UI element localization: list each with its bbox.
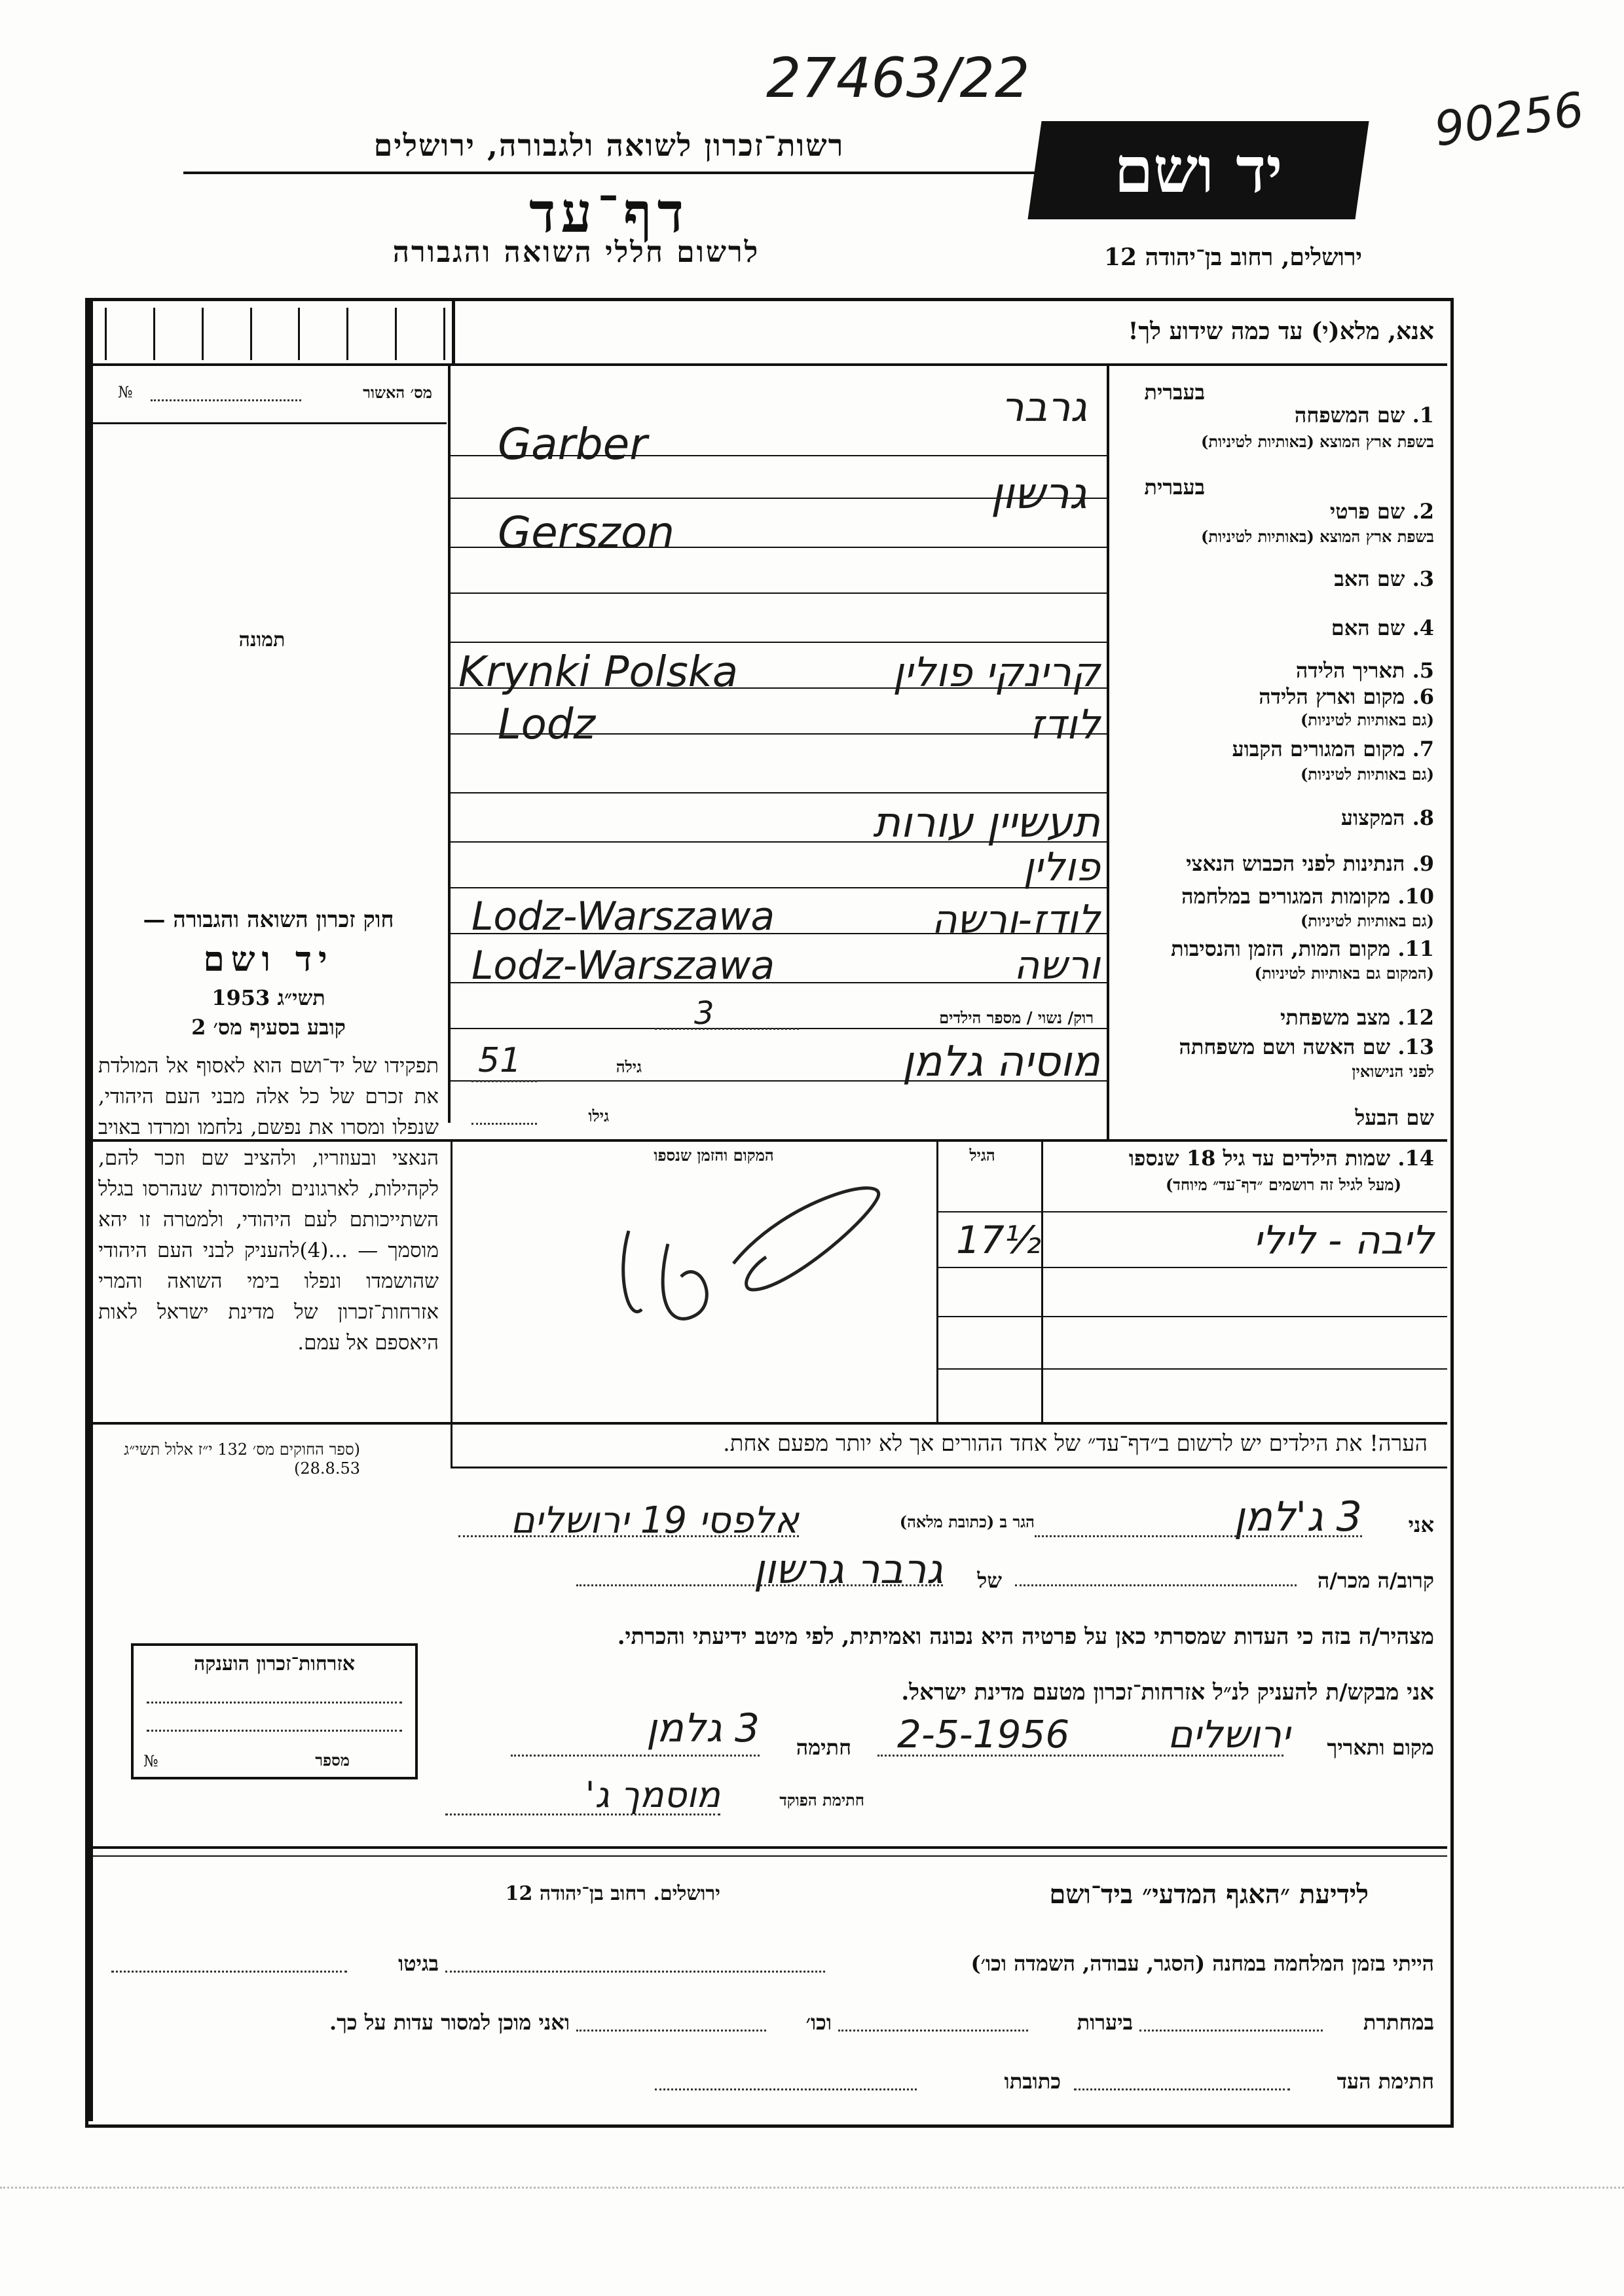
org-line: רשות־זכרון לשואה ולגבורה, ירושלים <box>373 128 845 163</box>
f1-label: 1. שם המשפחה <box>1294 403 1434 428</box>
f14-sub: (מעל לגיל זה רושמים ״דף־עד״ מיוחד) <box>1165 1175 1401 1194</box>
header-address: ירושלים, רחוב בן־יהודה 12 <box>1103 244 1362 271</box>
decl-clerk-label: חתימת הפוקד <box>779 1791 864 1810</box>
law-clause: קובע בסעיף מס׳ 2 <box>191 1015 346 1040</box>
citizenship-no-mark: № <box>143 1752 158 1770</box>
yad-vashem-logo <box>1027 121 1369 219</box>
f10-label: 10. מקומות המגורים במלחמה <box>1181 884 1434 909</box>
child-age[interactable]: 17½ <box>956 1218 1042 1262</box>
approval-number-boxes[interactable] <box>105 308 445 360</box>
f6-value-hebrew[interactable]: קרינקי פולין <box>893 648 1100 696</box>
decl-request: אני מבקש/ת להעניק לנ״ל אזרחות־זכרון מטעם מדינת ישראל. <box>901 1679 1434 1705</box>
f10-value-hebrew[interactable]: לודז-ורשה <box>931 897 1100 943</box>
f7-sub: (גם באותיות לטיניות) <box>1300 765 1434 784</box>
f6-value-latin[interactable]: Krynki Polska <box>458 648 739 697</box>
f13-sub: לפני הנישואין <box>1352 1062 1434 1081</box>
decl-address[interactable]: אלפסי 19 ירושלים <box>510 1499 799 1542</box>
logo-text: יד ושם <box>1114 133 1283 207</box>
f8-label: 8. המקצוע <box>1340 805 1434 830</box>
f9-value[interactable]: פולין <box>1023 845 1100 890</box>
decl-place[interactable]: ירושלים <box>1167 1712 1290 1757</box>
f11-sub: (המקום גם באותיות לטיניות) <box>1254 964 1434 983</box>
f13-age-label: גילה <box>616 1057 642 1076</box>
approval-no-mark: № <box>118 383 133 401</box>
f14-age-col: הגיל <box>969 1146 995 1165</box>
footer-line3-b: כתובתו <box>1004 2069 1061 2094</box>
scribble-mark <box>589 1159 930 1349</box>
decl-of-label: של <box>977 1568 1002 1593</box>
law-year-line: תשי״ג 1953 <box>212 985 325 1010</box>
footer-title: לידיעת ״האגף המדעי״ ביד־ושם <box>1049 1879 1369 1910</box>
decl-clerk-signature[interactable]: מוסמך ג' <box>585 1774 720 1815</box>
law-title: חוק זכרון השואה והגבורה — <box>143 907 394 933</box>
f14-place-col: המקום והזמן שנספו <box>654 1146 774 1165</box>
decl-name[interactable]: 3 ג'למן <box>1234 1493 1362 1540</box>
page-title: דף־עד <box>528 180 689 245</box>
f13-label: 13. שם האשה ושם משפחתה <box>1179 1034 1434 1059</box>
f13-value[interactable]: מוסיה גלמן <box>902 1038 1100 1086</box>
f5-label: 5. תאריך הלידה <box>1295 658 1434 683</box>
footer-line2-a: במחתרת <box>1363 2010 1434 2035</box>
footer-line2-c: וכו׳ <box>805 2010 832 2035</box>
footer-line2-d: ואני מוכן למסור עדות על כך. <box>329 2010 570 2035</box>
f13-age-value[interactable]: 51 <box>478 1041 522 1080</box>
footer-line2-b: ביערות <box>1077 2010 1133 2035</box>
page-subtitle: לרשום חללי השואה והגבורה <box>392 236 760 269</box>
note-text: הערה! את הילדים יש לרשום ב״דף־עד״ של אחד ההורים אך לא יותר מפעם אחת. <box>722 1430 1428 1457</box>
footer-line1-b: בגיטו <box>398 1951 439 1976</box>
f7-value-hebrew[interactable]: לודז <box>1029 701 1100 748</box>
law-source: (ספר החוקים מס׳ 132 י״ז אלול תשי״ג 28.8.53) <box>124 1440 360 1478</box>
citizenship-no-label: מספר <box>315 1751 350 1770</box>
f2-value-hebrew[interactable]: גרשון <box>990 468 1087 519</box>
decl-date[interactable]: 2-5-1956 <box>897 1712 1070 1757</box>
decl-statement: מצהיר/ה בזה כי העדות שמסרתי כאן על פרטיה היא נכונה ואמיתית, לפי מיטב ידיעתי והכרתי. <box>617 1624 1434 1650</box>
citizenship-box <box>131 1643 418 1779</box>
archive-number-stamp: 27463/22 <box>766 46 1030 110</box>
husband-label: שם הבעל <box>1355 1105 1434 1130</box>
f1-value-latin[interactable]: Garber <box>498 419 648 469</box>
decl-i-label: אני <box>1408 1512 1434 1537</box>
instruction-text: אנא, מלא(י) עד כמה שידוע לך! <box>1128 318 1434 345</box>
f11-label: 11. מקום המות, הזמן והנסיבות <box>1171 936 1434 961</box>
f6-label: 6. מקום וארץ הלידה <box>1259 684 1434 709</box>
photo-area <box>93 424 447 896</box>
f1-sub: בשפת ארץ המוצא (באותיות לטיניות) <box>1201 432 1434 451</box>
decl-of-name[interactable]: גרבר גרשון <box>753 1545 943 1593</box>
decl-signature-label: חתימה <box>796 1735 851 1760</box>
photo-label: תמונה <box>238 629 286 651</box>
corner-number-stamp: 90256 <box>1431 81 1587 157</box>
f6-sub: (גם באותיות לטיניות) <box>1300 710 1434 729</box>
f3-label: 3. שם האב <box>1334 566 1434 591</box>
f12-label: 12. מצב משפחתי <box>1280 1005 1434 1030</box>
f10-sub: (גם באותיות לטיניות) <box>1300 911 1434 930</box>
f1-hebrew-tag: בעברית <box>1144 380 1205 405</box>
f4-label: 4. שם האם <box>1331 615 1434 640</box>
footer-address: ירושלים. רחוב בן־יהודה 12 <box>505 1882 720 1905</box>
f2-hebrew-tag: בעברית <box>1144 475 1205 500</box>
f2-label: 2. שם פרטי <box>1329 499 1434 524</box>
decl-relation-label: קרוב/ה מכר/ה <box>1317 1568 1434 1593</box>
f9-label: 9. הנתינות לפני הכבוש הנאצי <box>1186 851 1434 876</box>
f12-options: רוק/ נשוי / מספר הילדים <box>939 1008 1094 1027</box>
f2-sub: בשפת ארץ המוצא (באותיות לטיניות) <box>1201 527 1434 546</box>
f14-label: 14. שמות הילדים עד גיל 18 שנספו <box>1128 1146 1434 1171</box>
decl-place-date-label: מקום ותאריך <box>1327 1735 1434 1760</box>
f10-value-latin[interactable]: Lodz-Warszawa <box>471 894 775 939</box>
footer-line1-a: הייתי בזמן המלחמה במחנה (הסגר, עבודה, השמדה וכו׳) <box>970 1951 1434 1976</box>
f7-label: 7. מקום המגורים הקבוע <box>1232 737 1434 761</box>
f2-value-latin[interactable]: Gerszon <box>498 507 675 558</box>
f7-value-latin[interactable]: Lodz <box>498 701 596 749</box>
footer-line3-a: חתימת העד <box>1337 2069 1434 2094</box>
child-name[interactable]: ליבה - לילי <box>1253 1218 1434 1264</box>
f12-children-count[interactable]: 3 <box>694 995 714 1032</box>
approval-no-label: מס׳ האשור <box>363 383 432 402</box>
decl-signature[interactable]: 3 גלמן <box>646 1705 760 1751</box>
law-name: יד ושם <box>203 939 334 979</box>
decl-resides-label: הגר ב (כתובת מלאה) <box>899 1512 1035 1531</box>
law-body: תפקידו של יד־ושם הוא לאסוף אל המולדת את זכרם של כל אלה מבני העם היהודי, שנפלו ומסרו את נפשם, נלחמו ומרדו באויב הנאצי ובעוזריו, ולהציב שם וזכר להם, לקהילות, לארגונים ולמוסדות שנהרסו בגלל השתייכותם לעם היהודי, ולמטרה זו יהא מוסמך — ...(4)להעניק לבני העם היהודי שהושמדו ונפלו בימי השואה והמרי אזרחות־זכרון של מדינת ישראל לאות היאספם אל עמם. <box>98 1054 439 1355</box>
husband-age-label: גילו <box>588 1106 609 1125</box>
f11-value-hebrew[interactable]: ורשה <box>1014 943 1100 989</box>
f11-value-latin[interactable]: Lodz-Warszawa <box>471 943 775 989</box>
f1-value-hebrew[interactable]: גרבר <box>1001 383 1087 431</box>
f8-value[interactable]: תעשיין עורות <box>873 799 1100 847</box>
citizenship-box-title: אזרחות־זכרון הוענקה <box>193 1652 356 1675</box>
